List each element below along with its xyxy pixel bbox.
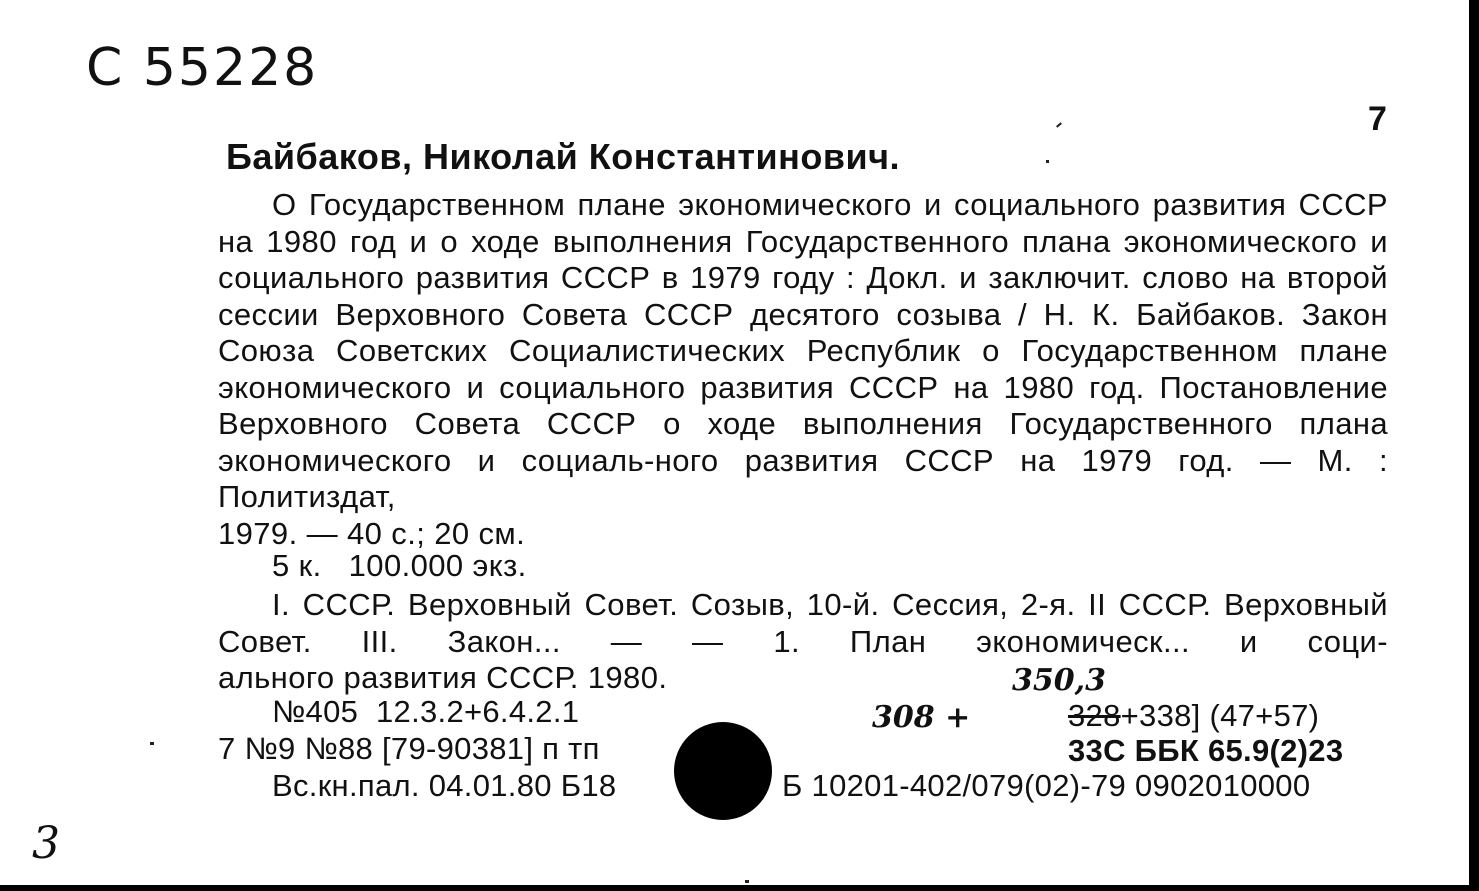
struck-number: 328: [1068, 698, 1121, 733]
punch-hole: [674, 722, 772, 820]
catalog-line: 7 №9 №88 [79-90381] п тп: [218, 731, 600, 766]
classification-line-b: 33С ББК 65.9(2)23: [1068, 733, 1344, 768]
subject-headings: [218, 587, 1388, 697]
speck-mark: [745, 880, 749, 883]
speck-mark: [1046, 160, 1049, 163]
classification-a-value: +338] (47+57): [1120, 698, 1320, 733]
handwritten-note-mid: 308 +: [872, 700, 971, 735]
handwritten-corner-number: 3: [32, 818, 60, 869]
speck-mark: [150, 742, 154, 745]
author-heading: Байбаков, Николай Константинович.: [226, 136, 901, 177]
price-and-print-run: 5 к. 100.000 экз.: [272, 548, 527, 583]
order-line: №405 12.3.2+6.4.2.1: [272, 694, 580, 729]
speck-mark: [1056, 122, 1062, 127]
isbn-line: Б 10201-402/079(02)-79 0902010000: [782, 768, 1311, 803]
card-sequence-number: 7: [1368, 100, 1387, 138]
subject-headings-text: I. СССР. Верховный Совет. Созыв, 10-й. Сессия, 2-я. II СССР. Верховный Совет. III. Закон... — — 1. План экономическ... и соци-: [218, 587, 1388, 659]
classification-line-a: [1068, 698, 1319, 734]
registry-line: Вс.кн.пал. 04.01.80 Б18: [272, 768, 617, 803]
description-imprint: 1979. — 40 с.; 20 см.: [218, 515, 526, 551]
subject-headings-end: ального развития СССР. 1980.: [218, 660, 668, 695]
call-number: С 55228: [86, 38, 319, 98]
description-text: О Государственном плане экономического и социального развития СССР на 1980 год и о ходе выполнения Государственного плана экономического и социального развития СССР в 1979 году : Докл. и заключит. слово на второй сессии Верховного Совета СССР десятого созыва / Н. К. Байбаков. Закон Союза Советских Социалистических Республик о Государственном плане экономического и социального развития СССР на 1980 год. Постановление Верховного Совета СССР о ходе выполнения Государственного плана экономического и социаль-ного развития СССР на 1979 год. — М. : Политиздат,: [218, 187, 1388, 514]
handwritten-note-top: 350,3: [1012, 663, 1106, 698]
bibliographic-description: [218, 187, 1388, 552]
